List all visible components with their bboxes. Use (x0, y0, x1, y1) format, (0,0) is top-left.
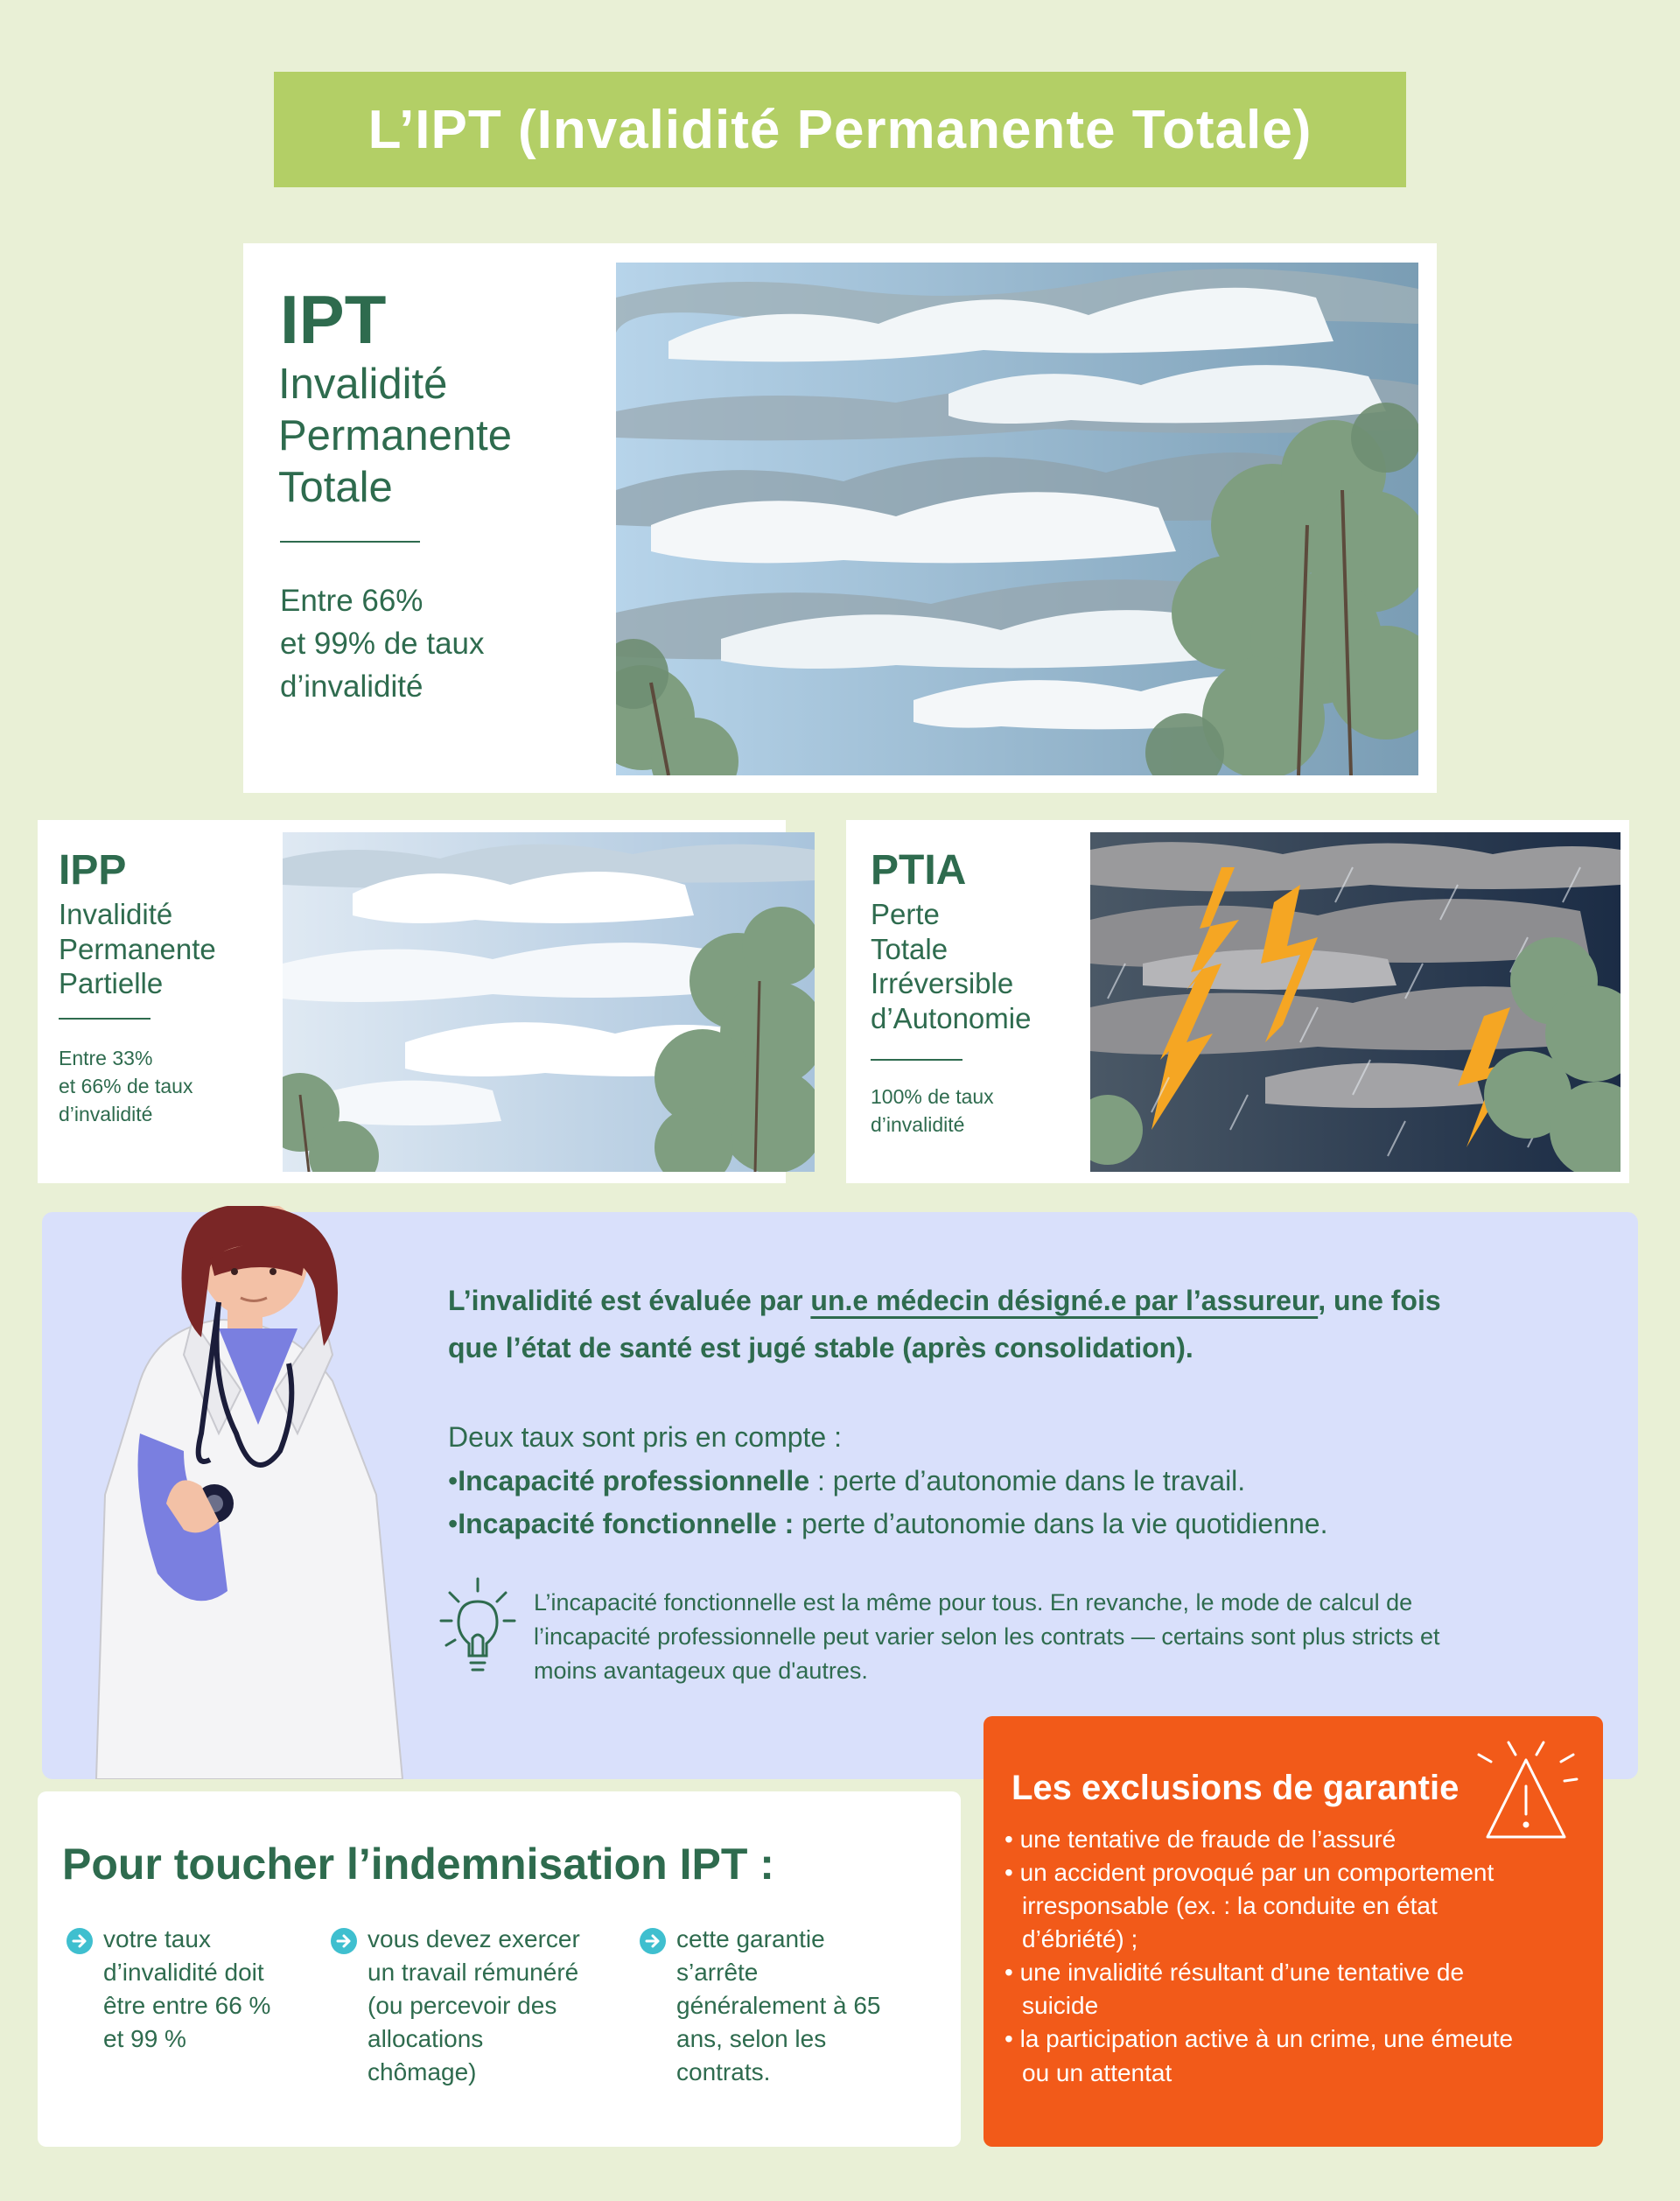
exclusion-item: • un accident provoqué par un comportement irresponsable (ex. : la conduite en état d’ébriété) ; (1004, 1859, 1494, 1953)
sky-clouds-illustration (283, 832, 815, 1172)
exclusion-item: • la participation active à un crime, une émeute ou un attentat (1004, 2025, 1514, 2086)
ipt-divider (280, 541, 420, 543)
ipp-abbr: IPP (59, 847, 127, 894)
exclusion-item: • une invalidité résultant d’une tentative de suicide (1004, 1959, 1465, 2020)
page-title: L’IPT (Invalidité Permanente Totale) (368, 99, 1312, 160)
page-banner (274, 72, 1406, 187)
ptia-card (846, 820, 1629, 1183)
indemnisation-item-age: cette garantie s’arrête généralement à 65 ans, selon les contrats. (640, 1923, 920, 2089)
ipt-description: Entre 66% et 99% de taux d’invalidité (280, 584, 485, 704)
doctor-illustration (88, 1206, 429, 1779)
sky-clouds-illustration (616, 263, 1418, 775)
rate-bullet-professional: •Incapacité professionnelle : perte d’autonomie dans le travail. (448, 1464, 1246, 1497)
ipp-card (38, 820, 786, 1183)
arrow-right-icon (66, 1928, 93, 1954)
exclusions-list (1004, 1823, 1591, 2090)
tip-text: L’incapacité fonctionnelle est la même pour tous. En revanche, le mode de calcul de l’incapacité professionnelle peut varier selon les contrats — certains sont plus stricts et moins avantageux que d'autres. (534, 1589, 1440, 1685)
rates-intro: Deux taux sont pris en compte : (448, 1421, 842, 1453)
evaluation-lead: L’invalidité est évaluée par un.e médecin désigné.e par l’assureur, une fois que l’état de santé est jugé stable (après consolidation). (448, 1285, 1441, 1363)
ptia-abbr: PTIA (871, 847, 967, 894)
ptia-description: 100% de taux d’invalidité (871, 1085, 994, 1137)
ipt-card (243, 243, 1437, 793)
ptia-full-name: Perte Totale Irréversible d’Autonomie (871, 898, 1032, 1034)
arrow-right-icon (640, 1928, 666, 1954)
arrow-right-icon (331, 1928, 357, 1954)
ipp-description: Entre 33% et 66% de taux d’invalidité (59, 1047, 193, 1126)
storm-illustration (1090, 832, 1620, 1172)
exclusions-title: Les exclusions de garantie (1012, 1769, 1460, 1807)
rates-block (448, 1416, 1603, 1546)
ipt-full-name: Invalidité Permanente Totale (278, 361, 512, 511)
rate-bullet-functional: •Incapacité fonctionnelle : perte d’autonomie dans la vie quotidienne. (448, 1508, 1328, 1540)
ptia-divider (871, 1059, 962, 1061)
indemnisation-item-rate: votre taux d’invalidité doit être entre 66 % et 99 % (66, 1923, 312, 2056)
indemnisation-item-work: vous devez exercer un travail rémunéré (ou percevoir des allocations chômage) (331, 1923, 611, 2089)
ipt-abbr: IPT (280, 281, 387, 358)
exclusion-item: • une tentative de fraude de l’assuré (1004, 1826, 1396, 1853)
ipp-full-name: Invalidité Permanente Partielle (59, 898, 216, 1000)
ipp-divider (59, 1018, 150, 1020)
indemnisation-title: Pour toucher l’indemnisation IPT : (62, 1840, 774, 1889)
indemnisation-card (38, 1791, 961, 2147)
evaluator-highlight: un.e médecin désigné.e par l’assureur (810, 1285, 1319, 1316)
exclusions-card (984, 1716, 1603, 2147)
lightbulb-icon (438, 1575, 518, 1680)
